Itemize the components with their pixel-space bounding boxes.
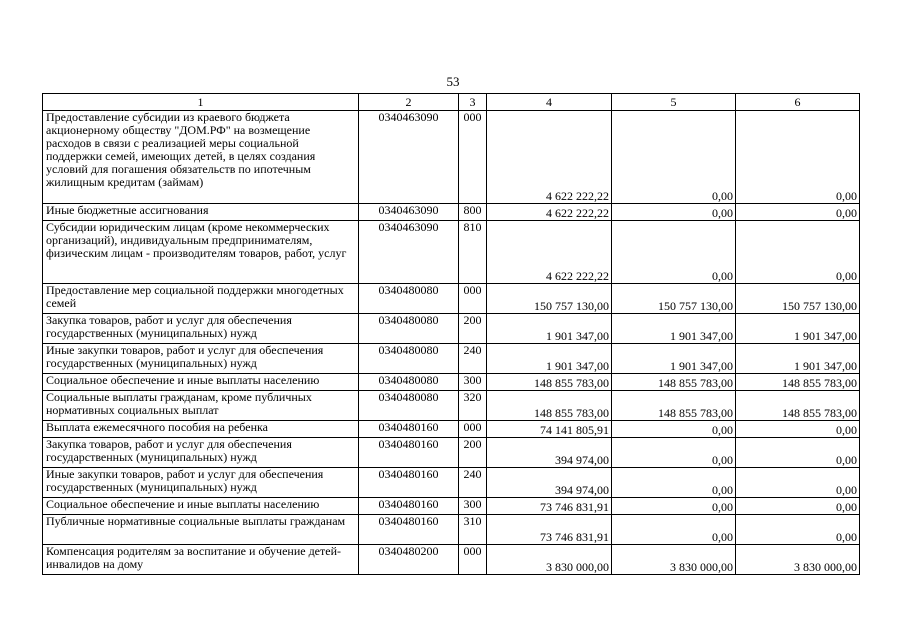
column-header-row xyxy=(43,94,860,111)
row-amount-col4: 148 855 783,00 xyxy=(487,391,612,421)
row-amount-col6: 0,00 xyxy=(736,515,860,545)
row-amount-col5: 148 855 783,00 xyxy=(612,391,736,421)
row-expense-type: 200 xyxy=(459,314,487,344)
row-target-code: 0340480080 xyxy=(359,344,459,374)
table-row xyxy=(43,391,860,421)
row-target-code: 0340480160 xyxy=(359,468,459,498)
row-amount-col5: 0,00 xyxy=(612,421,736,438)
row-amount-col5: 150 757 130,00 xyxy=(612,284,736,314)
row-amount-col4: 73 746 831,91 xyxy=(487,498,612,515)
row-amount-col4: 3 830 000,00 xyxy=(487,545,612,575)
table-row xyxy=(43,545,860,575)
row-amount-col6: 1 901 347,00 xyxy=(736,314,860,344)
table-row xyxy=(43,344,860,374)
row-amount-col5: 0,00 xyxy=(612,204,736,221)
row-name: Иные закупки товаров, работ и услуг для обеспечения государственных (муниципальных) нужд xyxy=(43,468,359,498)
row-amount-col6: 0,00 xyxy=(736,204,860,221)
row-expense-type: 000 xyxy=(459,284,487,314)
row-name: Субсидии юридическим лицам (кроме некоммерческих организаций), индивидуальным предпринимателям, физическим лицам - производителям товаров, работ, услуг xyxy=(43,221,359,284)
row-amount-col6: 1 901 347,00 xyxy=(736,344,860,374)
row-name: Компенсация родителям за воспитание и обучение детей-инвалидов на дому xyxy=(43,545,359,575)
row-expense-type: 800 xyxy=(459,204,487,221)
row-name: Социальные выплаты гражданам, кроме публичных нормативных социальных выплат xyxy=(43,391,359,421)
table-row xyxy=(43,314,860,344)
row-amount-col5: 0,00 xyxy=(612,111,736,204)
table-row xyxy=(43,438,860,468)
row-name: Выплата ежемесячного пособия на ребенка xyxy=(43,421,359,438)
column-header: 1 xyxy=(43,94,359,111)
row-expense-type: 000 xyxy=(459,545,487,575)
row-amount-col4: 150 757 130,00 xyxy=(487,284,612,314)
table-row xyxy=(43,468,860,498)
row-amount-col6: 0,00 xyxy=(736,221,860,284)
table-row xyxy=(43,421,860,438)
row-expense-type: 300 xyxy=(459,498,487,515)
row-amount-col5: 0,00 xyxy=(612,438,736,468)
row-amount-col6: 0,00 xyxy=(736,468,860,498)
row-name: Закупка товаров, работ и услуг для обеспечения государственных (муниципальных) нужд xyxy=(43,438,359,468)
row-expense-type: 000 xyxy=(459,421,487,438)
row-amount-col5: 3 830 000,00 xyxy=(612,545,736,575)
row-target-code: 0340480080 xyxy=(359,374,459,391)
row-target-code: 0340480080 xyxy=(359,314,459,344)
row-amount-col5: 1 901 347,00 xyxy=(612,314,736,344)
row-amount-col4: 1 901 347,00 xyxy=(487,314,612,344)
column-header: 2 xyxy=(359,94,459,111)
row-name: Иные закупки товаров, работ и услуг для обеспечения государственных (муниципальных) нужд xyxy=(43,344,359,374)
column-header: 5 xyxy=(612,94,736,111)
row-amount-col5: 0,00 xyxy=(612,221,736,284)
row-expense-type: 810 xyxy=(459,221,487,284)
row-amount-col4: 4 622 222,22 xyxy=(487,204,612,221)
table-row xyxy=(43,111,860,204)
row-target-code: 0340463090 xyxy=(359,221,459,284)
row-amount-col4: 4 622 222,22 xyxy=(487,221,612,284)
row-expense-type: 240 xyxy=(459,344,487,374)
row-name: Социальное обеспечение и иные выплаты населению xyxy=(43,374,359,391)
row-amount-col6: 0,00 xyxy=(736,498,860,515)
row-target-code: 0340480080 xyxy=(359,391,459,421)
row-amount-col4: 148 855 783,00 xyxy=(487,374,612,391)
table-row xyxy=(43,204,860,221)
row-target-code: 0340480160 xyxy=(359,498,459,515)
row-amount-col5: 148 855 783,00 xyxy=(612,374,736,391)
table-row xyxy=(43,498,860,515)
row-target-code: 0340463090 xyxy=(359,204,459,221)
row-amount-col4: 4 622 222,22 xyxy=(487,111,612,204)
row-amount-col5: 1 901 347,00 xyxy=(612,344,736,374)
row-target-code: 0340480160 xyxy=(359,515,459,545)
table-row xyxy=(43,221,860,284)
row-amount-col4: 73 746 831,91 xyxy=(487,515,612,545)
row-name: Предоставление субсидии из краевого бюджета акционерному обществу "ДОМ.РФ" на возмещение расходов в связи с реализацией меры социальной поддержки семей, имеющих детей, в целях создания условий для погашения обязательств по ипотечным жилищным кредитам (займам) xyxy=(43,111,359,204)
row-amount-col5: 0,00 xyxy=(612,498,736,515)
row-target-code: 0340463090 xyxy=(359,111,459,204)
row-amount-col6: 0,00 xyxy=(736,438,860,468)
row-name: Иные бюджетные ассигнования xyxy=(43,204,359,221)
row-name: Социальное обеспечение и иные выплаты населению xyxy=(43,498,359,515)
row-name: Закупка товаров, работ и услуг для обеспечения государственных (муниципальных) нужд xyxy=(43,314,359,344)
row-amount-col4: 394 974,00 xyxy=(487,438,612,468)
row-expense-type: 310 xyxy=(459,515,487,545)
row-amount-col6: 148 855 783,00 xyxy=(736,391,860,421)
page-number: 53 xyxy=(446,74,460,89)
row-target-code: 0340480200 xyxy=(359,545,459,575)
row-amount-col6: 0,00 xyxy=(736,111,860,204)
row-amount-col6: 148 855 783,00 xyxy=(736,374,860,391)
column-header: 4 xyxy=(487,94,612,111)
budget-table xyxy=(42,93,860,575)
row-expense-type: 300 xyxy=(459,374,487,391)
row-expense-type: 200 xyxy=(459,438,487,468)
row-expense-type: 320 xyxy=(459,391,487,421)
row-amount-col4: 74 141 805,91 xyxy=(487,421,612,438)
row-amount-col6: 150 757 130,00 xyxy=(736,284,860,314)
column-header: 3 xyxy=(459,94,487,111)
row-name: Публичные нормативные социальные выплаты гражданам xyxy=(43,515,359,545)
row-expense-type: 240 xyxy=(459,468,487,498)
table-row xyxy=(43,374,860,391)
row-amount-col4: 1 901 347,00 xyxy=(487,344,612,374)
row-target-code: 0340480160 xyxy=(359,438,459,468)
row-amount-col6: 0,00 xyxy=(736,421,860,438)
row-amount-col5: 0,00 xyxy=(612,468,736,498)
row-expense-type: 000 xyxy=(459,111,487,204)
row-target-code: 0340480160 xyxy=(359,421,459,438)
row-name: Предоставление мер социальной поддержки многодетных семей xyxy=(43,284,359,314)
row-amount-col4: 394 974,00 xyxy=(487,468,612,498)
row-target-code: 0340480080 xyxy=(359,284,459,314)
column-header: 6 xyxy=(736,94,860,111)
row-amount-col6: 3 830 000,00 xyxy=(736,545,860,575)
table-row xyxy=(43,284,860,314)
table-row xyxy=(43,515,860,545)
row-amount-col5: 0,00 xyxy=(612,515,736,545)
